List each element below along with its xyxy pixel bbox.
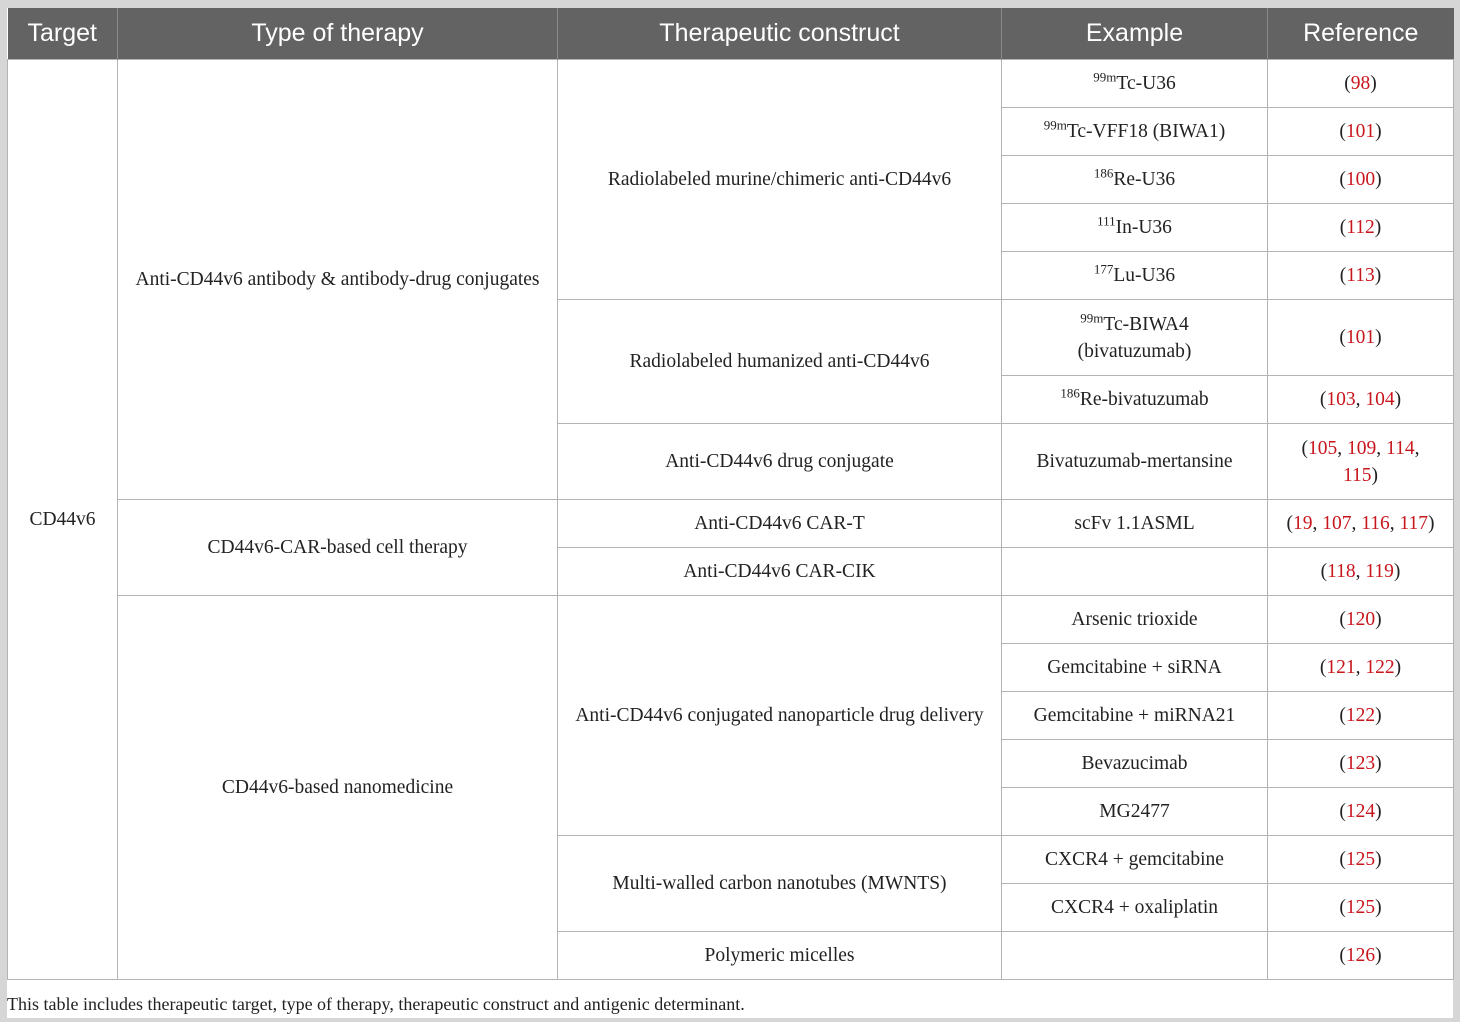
reference-link[interactable]: 118: [1327, 561, 1356, 582]
header-type-of-therapy: Type of therapy: [118, 8, 558, 60]
construct-cell: Radiolabeled murine/chimeric anti-CD44v6: [558, 60, 1002, 300]
reference-link[interactable]: 120: [1345, 609, 1376, 630]
example-cell: [1002, 788, 1268, 836]
reference-link[interactable]: 122: [1365, 657, 1395, 678]
reference-cell: (98): [1268, 60, 1454, 108]
reference-link[interactable]: 103: [1326, 389, 1356, 410]
example-cell: [1002, 740, 1268, 788]
example-cell: [1002, 108, 1268, 156]
reference-cell: (100): [1268, 156, 1454, 204]
example-text: Tc-U36: [1116, 73, 1176, 94]
reference-link[interactable]: 122: [1345, 705, 1376, 726]
header-therapeutic-construct: Therapeutic construct: [558, 8, 1002, 60]
reference-cell: (120): [1268, 596, 1454, 644]
reference-cell: (103, 104): [1268, 376, 1454, 424]
construct-cell: Anti-CD44v6 CAR-T: [558, 500, 1002, 548]
example-cell: [1002, 60, 1268, 108]
reference-link[interactable]: 121: [1326, 657, 1356, 678]
table-row: [8, 596, 1454, 644]
construct-cell: Multi-walled carbon nanotubes (MWNTS): [558, 836, 1002, 932]
example-text: scFv 1.1ASML: [1074, 513, 1195, 534]
reference-cell: (105, 109, 114, 115): [1268, 424, 1454, 500]
example-text: CXCR4 + gemcitabine: [1045, 849, 1224, 870]
reference-cell: (113): [1268, 252, 1454, 300]
reference-cell: (126): [1268, 932, 1454, 980]
example-text: Gemcitabine + miRNA21: [1033, 705, 1236, 726]
example-cell: [1002, 836, 1268, 884]
example-cell: [1002, 500, 1268, 548]
header-row: [8, 8, 1454, 60]
therapy-table: [7, 8, 1454, 980]
example-text: Gemcitabine + siRNA: [1047, 657, 1222, 678]
example-text: Lu-U36: [1113, 265, 1176, 286]
table-row: [8, 500, 1454, 548]
reference-link[interactable]: 19: [1292, 513, 1313, 534]
reference-link[interactable]: 119: [1365, 561, 1394, 582]
construct-cell: Anti-CD44v6 conjugated nanoparticle drug delivery: [558, 596, 1002, 836]
reference-cell: (19, 107, 116, 117): [1268, 500, 1454, 548]
reference-cell: (125): [1268, 884, 1454, 932]
table-container: [7, 8, 1453, 1018]
reference-link[interactable]: 114: [1386, 437, 1415, 459]
reference-cell: (112): [1268, 204, 1454, 252]
example-cell: [1002, 884, 1268, 932]
construct-cell: Radiolabeled humanized anti-CD44v6: [558, 300, 1002, 424]
isotope-sup: 111: [1097, 213, 1116, 229]
example-text: Re-bivatuzumab: [1079, 389, 1209, 410]
reference-link[interactable]: 101: [1345, 121, 1376, 142]
example-text: In-U36: [1115, 217, 1172, 238]
reference-link[interactable]: 101: [1345, 327, 1376, 348]
reference-cell: (101): [1268, 108, 1454, 156]
isotope-sup: 99m: [1093, 69, 1117, 85]
reference-cell: (118, 119): [1268, 548, 1454, 596]
header-reference: Reference: [1268, 8, 1454, 60]
therapy-type-cell: CD44v6-CAR-based cell therapy: [118, 500, 558, 596]
example-cell: [1002, 156, 1268, 204]
target-cell: CD44v6: [8, 60, 118, 980]
reference-cell: (101): [1268, 300, 1454, 376]
construct-cell: Anti-CD44v6 CAR-CIK: [558, 548, 1002, 596]
reference-cell: (125): [1268, 836, 1454, 884]
example-text: Tc-BIWA4 (bivatuzumab): [1077, 313, 1192, 362]
construct-cell: Anti-CD44v6 drug conjugate: [558, 424, 1002, 500]
example-cell: [1002, 300, 1268, 376]
reference-link[interactable]: 104: [1365, 389, 1395, 410]
example-text: MG2477: [1099, 801, 1170, 822]
example-text: Re-U36: [1113, 169, 1176, 190]
reference-link[interactable]: 107: [1322, 513, 1352, 534]
example-cell: [1002, 424, 1268, 500]
table-row: [8, 60, 1454, 108]
example-cell: [1002, 596, 1268, 644]
header-target: Target: [8, 8, 118, 60]
example-text: Bivatuzumab-mertansine: [1036, 451, 1233, 472]
reference-link[interactable]: 105: [1308, 437, 1338, 459]
example-text: Arsenic trioxide: [1071, 609, 1198, 630]
reference-cell: (121, 122): [1268, 644, 1454, 692]
reference-cell: (123): [1268, 740, 1454, 788]
example-text: CXCR4 + oxaliplatin: [1051, 897, 1218, 918]
therapy-type-cell: Anti-CD44v6 antibody & antibody-drug conjugates: [118, 60, 558, 500]
reference-link[interactable]: 113: [1346, 265, 1375, 286]
reference-link[interactable]: 100: [1345, 169, 1376, 190]
reference-link[interactable]: 124: [1345, 801, 1376, 822]
example-cell: [1002, 692, 1268, 740]
example-cell: [1002, 252, 1268, 300]
reference-link[interactable]: 112: [1346, 217, 1375, 238]
reference-link[interactable]: 98: [1350, 73, 1371, 94]
example-cell: [1002, 376, 1268, 424]
reference-link[interactable]: 126: [1345, 945, 1376, 966]
reference-link[interactable]: 125: [1345, 897, 1376, 918]
table-footnote: This table includes therapeutic target, type of therapy, therapeutic construct and antigenic determinant.: [7, 993, 1453, 1018]
reference-cell: (124): [1268, 788, 1454, 836]
isotope-sup: 186: [1060, 385, 1080, 401]
header-example: Example: [1002, 8, 1268, 60]
example-text: Tc-VFF18 (BIWA1): [1066, 121, 1226, 142]
example-cell: [1002, 932, 1268, 980]
isotope-sup: 99m: [1080, 310, 1104, 325]
example-cell: [1002, 548, 1268, 596]
reference-link[interactable]: 115: [1342, 464, 1372, 486]
construct-cell: Polymeric micelles: [558, 932, 1002, 980]
example-text: Bevazucimab: [1081, 753, 1188, 774]
example-cell: [1002, 204, 1268, 252]
isotope-sup: 99m: [1043, 117, 1067, 133]
isotope-sup: 177: [1093, 261, 1114, 277]
reference-link[interactable]: 125: [1345, 849, 1376, 870]
reference-link[interactable]: 116: [1361, 513, 1390, 534]
reference-link[interactable]: 123: [1345, 753, 1376, 774]
isotope-sup: 186: [1093, 165, 1114, 181]
reference-link[interactable]: 109: [1347, 437, 1377, 459]
reference-link[interactable]: 117: [1399, 513, 1429, 534]
reference-cell: (122): [1268, 692, 1454, 740]
therapy-type-cell: CD44v6-based nanomedicine: [118, 596, 558, 980]
example-cell: [1002, 644, 1268, 692]
